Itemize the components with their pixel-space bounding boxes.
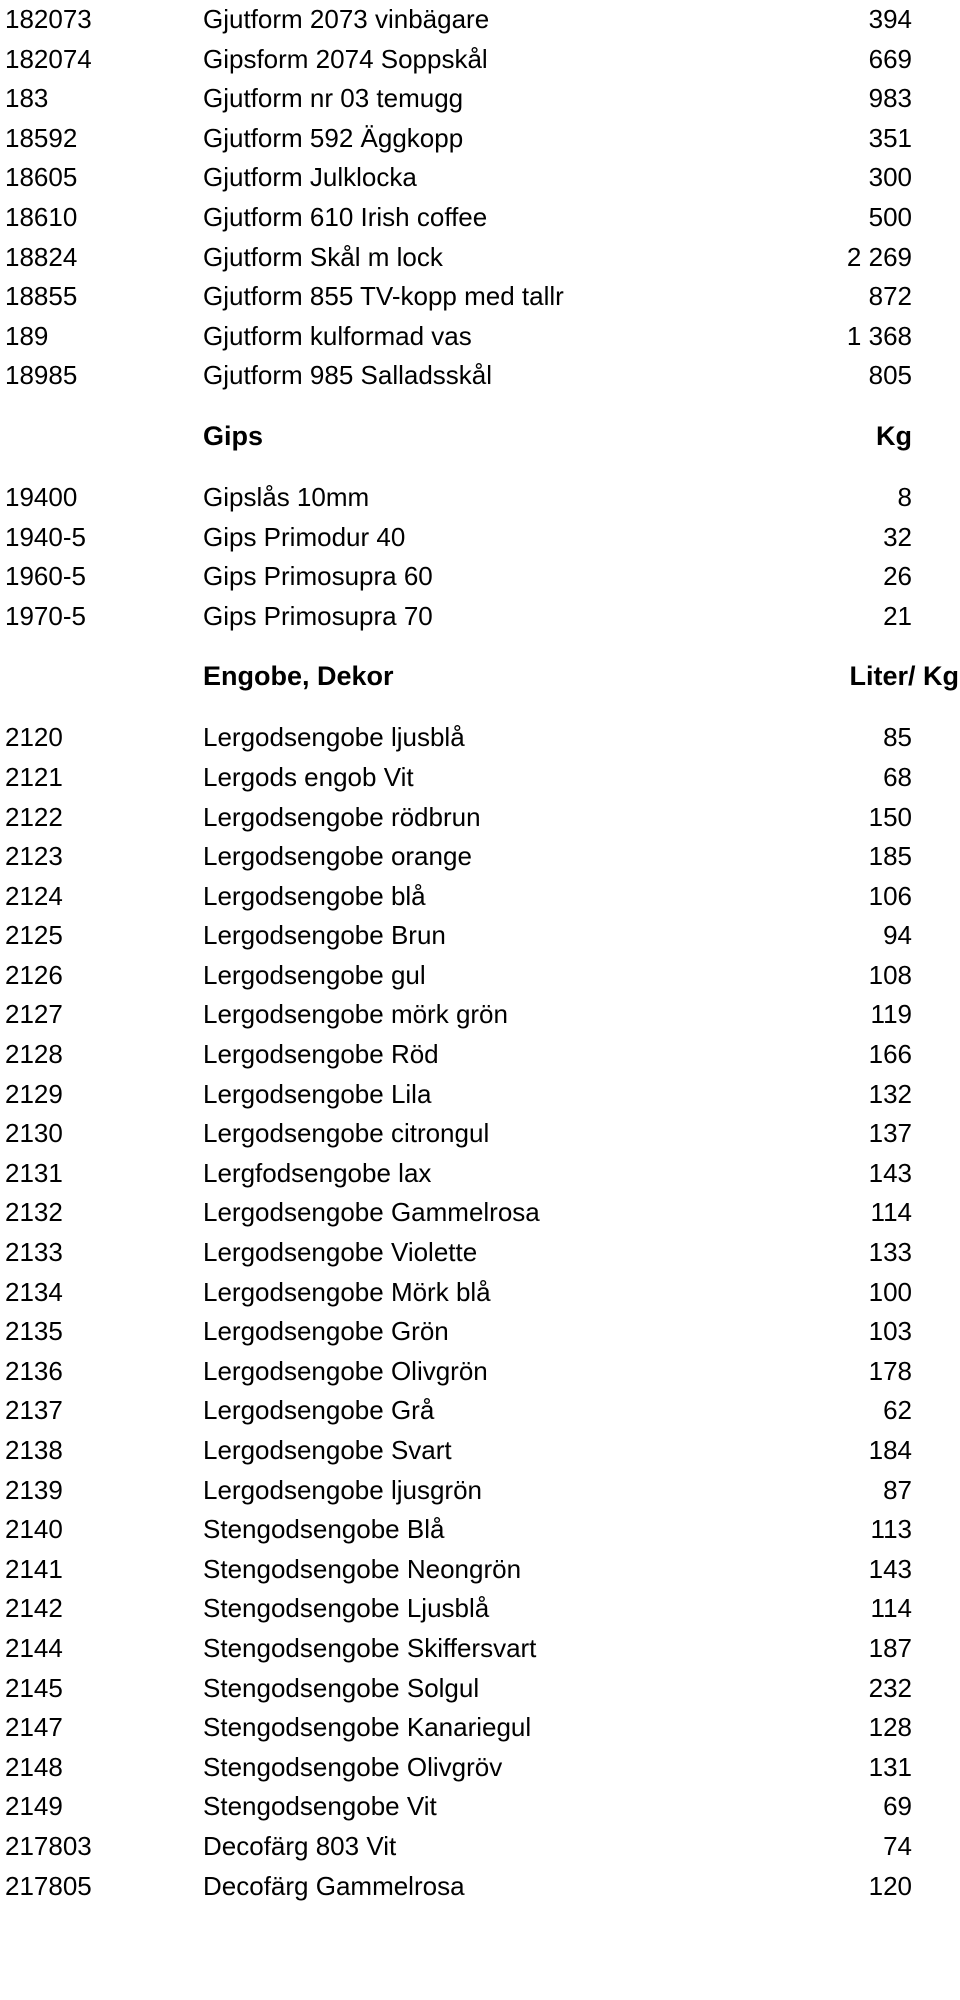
article-code: 19400	[5, 481, 78, 512]
article-value: 300	[868, 162, 912, 193]
table-row	[0, 877, 960, 917]
article-description: Lergodsengobe Grön	[203, 1316, 449, 1347]
article-code: 2124	[5, 880, 63, 911]
article-description: Lergodsengobe Lila	[203, 1078, 432, 1109]
article-description: Lergodsengobe Olivgrön	[203, 1355, 488, 1386]
article-description: Stengodsengobe Kanariegul	[203, 1712, 532, 1743]
table-row	[0, 1669, 960, 1709]
article-description: Stengodsengobe Blå	[203, 1514, 445, 1545]
article-description: Lergfodsengobe lax	[203, 1157, 432, 1188]
article-value: 85	[883, 722, 912, 753]
table-row	[0, 1827, 960, 1867]
table-row	[0, 1748, 960, 1788]
section-3	[0, 636, 960, 1906]
article-value: 74	[883, 1830, 912, 1861]
article-code: 217805	[5, 1870, 92, 1901]
article-code: 183	[5, 83, 49, 114]
article-value: 394	[868, 4, 912, 34]
article-code: 2120	[5, 722, 63, 753]
article-value: 103	[868, 1316, 912, 1347]
table-row	[0, 1867, 960, 1907]
table-row	[0, 1352, 960, 1392]
section-title: Engobe, Dekor	[203, 661, 394, 692]
article-value: 8	[897, 481, 912, 512]
article-code: 182074	[5, 43, 92, 74]
article-description: Lergodsengobe citrongul	[203, 1118, 490, 1149]
article-description: Gjutform Skål m lock	[203, 241, 443, 272]
article-value: 26	[883, 561, 912, 592]
table-row	[0, 1193, 960, 1233]
table-row	[0, 995, 960, 1035]
article-description: Lergodsengobe blå	[203, 880, 426, 911]
table-row	[0, 238, 960, 278]
article-code: 2131	[5, 1157, 63, 1188]
section-unit-label: Liter/ Kg	[849, 661, 959, 692]
article-description: Gipslås 10mm	[203, 481, 370, 512]
article-description: Lergodsengobe ljusblå	[203, 722, 465, 753]
article-description: Lergodsengobe gul	[203, 959, 426, 990]
article-code: 2138	[5, 1435, 63, 1465]
article-description: Stengodsengobe Ljusblå	[203, 1593, 490, 1624]
article-value: 120	[868, 1870, 912, 1901]
table-row	[0, 1787, 960, 1827]
article-value: 983	[868, 83, 912, 114]
article-description: Lergodsengobe ljusgrön	[203, 1474, 482, 1505]
article-code: 2139	[5, 1474, 63, 1505]
article-code: 2145	[5, 1672, 63, 1703]
article-code: 18824	[5, 241, 78, 272]
article-description: Lergodsengobe rödbrun	[203, 801, 481, 832]
article-description: Lergodsengobe Mörk blå	[203, 1276, 491, 1307]
article-value: 150	[868, 801, 912, 832]
section-title: Gips	[203, 420, 264, 451]
table-row	[0, 356, 960, 396]
table-row	[0, 837, 960, 877]
section-header	[0, 396, 960, 478]
article-code: 2123	[5, 841, 63, 872]
article-description: Lergodsengobe orange	[203, 841, 472, 872]
table-row	[0, 119, 960, 159]
article-value: 143	[868, 1157, 912, 1188]
article-value: 669	[868, 43, 912, 74]
article-description: Stengodsengobe Olivgröv	[203, 1751, 503, 1782]
article-description: Lergodsengobe Brun	[203, 920, 446, 951]
article-value: 113	[870, 1514, 912, 1545]
article-code: 18610	[5, 201, 78, 232]
article-code: 2129	[5, 1078, 63, 1109]
table-row	[0, 1075, 960, 1115]
article-code: 2132	[5, 1197, 63, 1228]
article-description: Gips Primosupra 70	[203, 600, 433, 631]
article-value: 2 269	[846, 241, 912, 272]
table-row	[0, 1312, 960, 1352]
table-row	[0, 158, 960, 198]
article-code: 18605	[5, 162, 78, 193]
article-description: Lergodsengobe mörk grön	[203, 999, 508, 1030]
article-code: 217803	[5, 1830, 92, 1861]
article-value: 187	[868, 1632, 912, 1663]
article-code: 1940-5	[5, 521, 86, 552]
article-code: 2142	[5, 1593, 63, 1624]
article-value: 119	[870, 999, 912, 1030]
article-value: 62	[883, 1395, 912, 1426]
table-row	[0, 198, 960, 238]
table-row	[0, 277, 960, 317]
article-value: 1 368	[846, 320, 912, 351]
table-row	[0, 1273, 960, 1313]
article-code: 2147	[5, 1712, 63, 1743]
article-value: 178	[868, 1355, 912, 1386]
article-value: 351	[868, 122, 912, 153]
article-description: Lergods engob Vit	[203, 761, 414, 792]
table-row	[0, 1629, 960, 1669]
article-description: Gjutform 610 Irish coffee	[203, 201, 488, 232]
article-code: 2144	[5, 1632, 63, 1663]
table-row	[0, 557, 960, 597]
article-value: 184	[868, 1435, 912, 1465]
article-value: 133	[868, 1237, 912, 1268]
article-code: 1960-5	[5, 561, 86, 592]
table-row	[0, 1708, 960, 1748]
article-code: 2121	[5, 761, 63, 792]
article-value: 108	[868, 959, 912, 990]
article-code: 18855	[5, 281, 78, 312]
section-2	[0, 396, 960, 636]
article-description: Gjutform kulformad vas	[203, 320, 472, 351]
article-code: 2128	[5, 1039, 63, 1070]
article-code: 2136	[5, 1355, 63, 1386]
table-row	[0, 1431, 960, 1471]
article-code: 2125	[5, 920, 63, 951]
section-1	[0, 0, 960, 396]
article-code: 2126	[5, 959, 63, 990]
article-description: Lergodsengobe Röd	[203, 1039, 439, 1070]
article-value: 232	[868, 1672, 912, 1703]
article-code: 2122	[5, 801, 63, 832]
section-header	[0, 636, 960, 718]
table-row	[0, 1114, 960, 1154]
article-value: 114	[870, 1197, 912, 1228]
article-value: 805	[868, 360, 912, 391]
article-value: 143	[868, 1553, 912, 1584]
table-row	[0, 1510, 960, 1550]
table-row	[0, 518, 960, 558]
article-description: Gjutform Julklocka	[203, 162, 417, 193]
article-value: 185	[868, 841, 912, 872]
article-value: 32	[883, 521, 912, 552]
table-row	[0, 597, 960, 637]
article-value: 94	[883, 920, 912, 951]
article-value: 500	[868, 201, 912, 232]
table-row	[0, 956, 960, 996]
article-code: 189	[5, 320, 49, 351]
article-description: Lergodsengobe Violette	[203, 1237, 478, 1268]
article-description: Lergodsengobe Grå	[203, 1395, 435, 1426]
table-row	[0, 1471, 960, 1511]
article-value: 114	[870, 1593, 912, 1624]
table-row	[0, 916, 960, 956]
article-code: 2148	[5, 1751, 63, 1782]
article-description: Gips Primodur 40	[203, 521, 406, 552]
article-description: Stengodsengobe Vit	[203, 1791, 437, 1822]
article-code: 2133	[5, 1237, 63, 1268]
table-row	[0, 1589, 960, 1629]
article-description: Stengodsengobe Skiffersvart	[203, 1632, 537, 1663]
article-code: 2140	[5, 1514, 63, 1545]
section-unit-label: Kg	[876, 420, 912, 451]
article-code: 18592	[5, 122, 78, 153]
article-description: Gjutform 855 TV-kopp med tallr	[203, 281, 564, 312]
article-description: Gjutform 2073 vinbägare	[203, 4, 490, 34]
article-description: Decofärg 803 Vit	[203, 1830, 397, 1861]
table-row	[0, 798, 960, 838]
article-value: 137	[868, 1118, 912, 1149]
table-row	[0, 1233, 960, 1273]
article-value: 106	[868, 880, 912, 911]
article-code: 18985	[5, 360, 78, 391]
article-value: 87	[883, 1474, 912, 1505]
article-description: Stengodsengobe Solgul	[203, 1672, 480, 1703]
article-description: Stengodsengobe Neongrön	[203, 1553, 522, 1584]
article-value: 21	[883, 600, 912, 631]
article-description: Decofärg Gammelrosa	[203, 1870, 465, 1901]
article-value: 100	[868, 1276, 912, 1307]
article-code: 2141	[5, 1553, 63, 1584]
table-row	[0, 478, 960, 518]
table-row	[0, 1550, 960, 1590]
table-row	[0, 0, 960, 40]
article-description: Gips Primosupra 60	[203, 561, 433, 592]
table-row	[0, 40, 960, 80]
article-value: 68	[883, 761, 912, 792]
table-row	[0, 758, 960, 798]
article-code: 1970-5	[5, 600, 86, 631]
table-row	[0, 1154, 960, 1194]
table-row	[0, 718, 960, 758]
table-row	[0, 317, 960, 357]
article-description: Lergodsengobe Gammelrosa	[203, 1197, 540, 1228]
article-value: 69	[883, 1791, 912, 1822]
article-value: 128	[868, 1712, 912, 1743]
article-description: Lergodsengobe Svart	[203, 1435, 452, 1465]
article-code: 2137	[5, 1395, 63, 1426]
table-row	[0, 79, 960, 119]
article-description: Gjutform nr 03 temugg	[203, 83, 464, 114]
article-description: Gjutform 592 Äggkopp	[203, 122, 464, 153]
article-value: 872	[868, 281, 912, 312]
article-description: Gjutform 985 Salladsskål	[203, 360, 493, 391]
article-value: 132	[868, 1078, 912, 1109]
article-code: 2135	[5, 1316, 63, 1347]
table-row	[0, 1391, 960, 1431]
article-code: 2134	[5, 1276, 63, 1307]
table-row	[0, 1035, 960, 1075]
article-code: 2127	[5, 999, 63, 1030]
article-value: 166	[868, 1039, 912, 1070]
article-description: Gipsform 2074 Soppskål	[203, 43, 488, 74]
article-value: 131	[868, 1751, 912, 1782]
article-code: 182073	[5, 4, 92, 34]
article-code: 2149	[5, 1791, 63, 1822]
article-code: 2130	[5, 1118, 63, 1149]
